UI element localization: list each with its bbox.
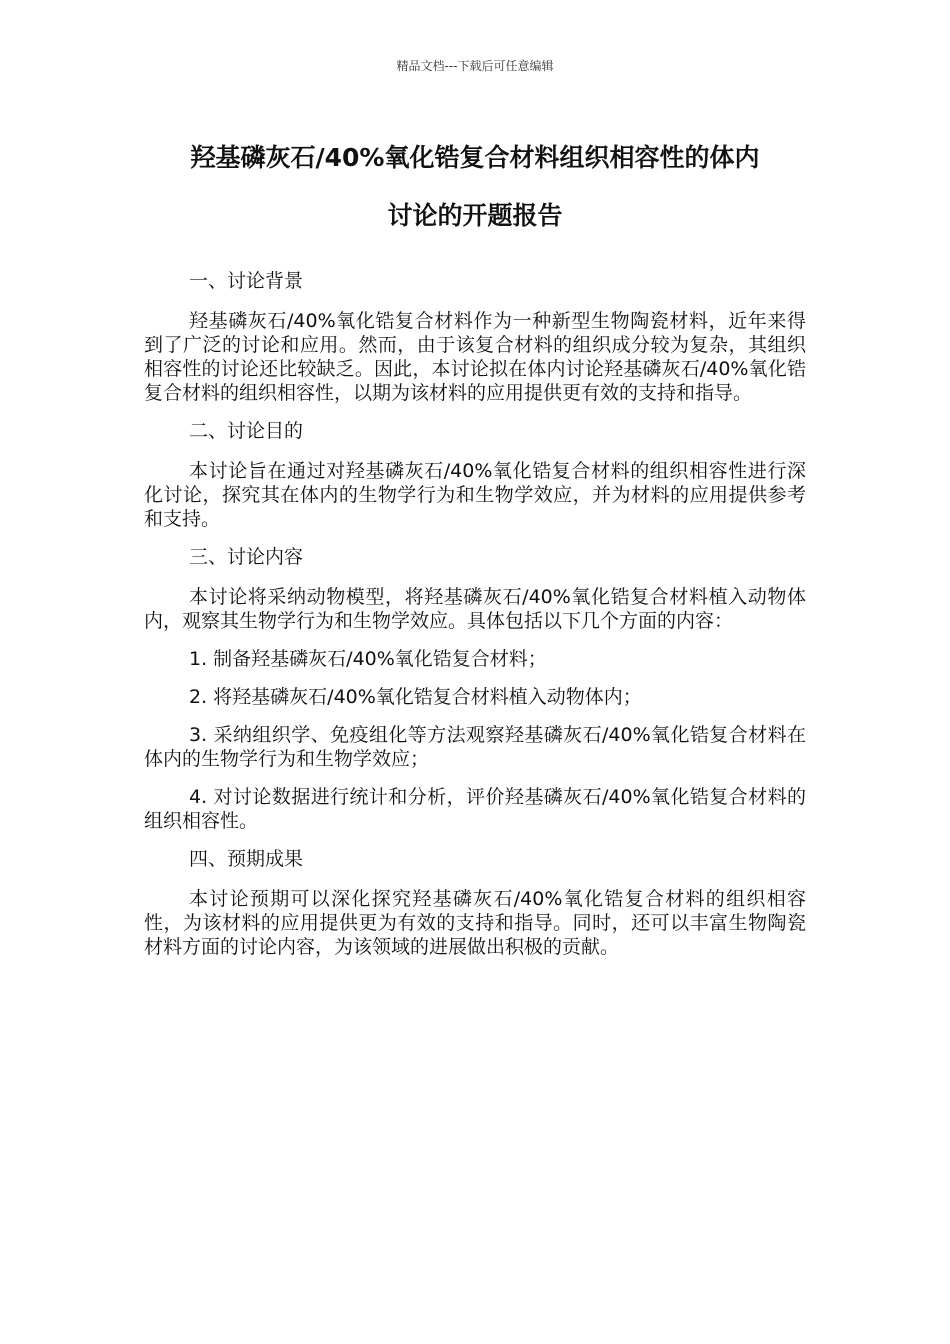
- header-note: 精品文档---下载后可任意编辑: [396, 59, 554, 73]
- document-title-line-1: 羟基磷灰石/40%氧化锆复合材料组织相容性的体内: [190, 143, 760, 172]
- list-item: 4. 对讨论数据进行统计和分析，评价羟基磷灰石/40%氧化锆复合材料的组织相容性。: [144, 786, 806, 832]
- section-heading-expected-results: 四、预期成果: [189, 848, 304, 870]
- section-heading-purpose: 二、讨论目的: [189, 420, 304, 442]
- list-item: 3. 采纳组织学、免疫组化等方法观察羟基磷灰石/40%氧化锆复合材料在体内的生物学行为和生物学效应；: [144, 724, 806, 770]
- list-item: 1. 制备羟基磷灰石/40%氧化锆复合材料；: [189, 648, 547, 670]
- section-heading-background: 一、讨论背景: [189, 270, 304, 292]
- document-body: [144, 269, 806, 973]
- document-title-line-2: 讨论的开题报告: [387, 201, 563, 230]
- paragraph: 本讨论将采纳动物模型，将羟基磷灰石/40%氧化锆复合材料植入动物体内，观察其生物学行为和生物学效应。具体包括以下几个方面的内容：: [144, 586, 806, 632]
- paragraph: 本讨论旨在通过对羟基磷灰石/40%氧化锆复合材料的组织相容性进行深化讨论，探究其在体内的生物学行为和生物学效应，并为材料的应用提供参考和支持。: [144, 460, 806, 530]
- paragraph: 本讨论预期可以深化探究羟基磷灰石/40%氧化锆复合材料的组织相容性，为该材料的应用提供更为有效的支持和指导。同时，还可以丰富生物陶瓷材料方面的讨论内容，为该领域的进展做出积极的贡献。: [144, 888, 806, 958]
- paragraph: 羟基磷灰石/40%氧化锆复合材料作为一种新型生物陶瓷材料，近年来得到了广泛的讨论和应用。然而，由于该复合材料的组织成分较为复杂，其组织相容性的讨论还比较缺乏。因此，本讨论拟在体内讨论羟基磷灰石/40%氧化锆复合材料的组织相容性，以期为该材料的应用提供更有效的支持和指导。: [144, 310, 806, 404]
- list-item: 2. 将羟基磷灰石/40%氧化锆复合材料植入动物体内；: [189, 686, 642, 708]
- section-heading-content: 三、讨论内容: [189, 546, 304, 568]
